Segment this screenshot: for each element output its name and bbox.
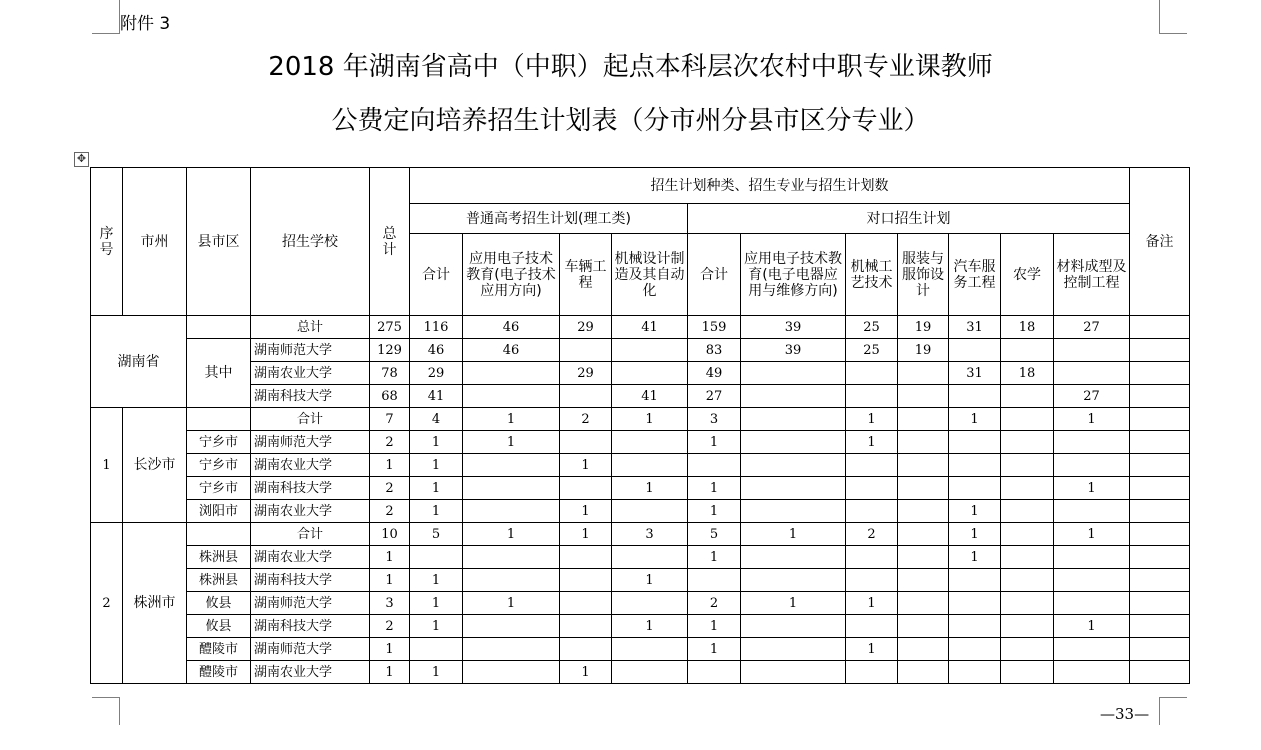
value-cell: 19 xyxy=(898,316,949,339)
value-cell: 1 xyxy=(410,592,463,615)
value-cell: 2 xyxy=(370,477,410,500)
value-cell xyxy=(1054,431,1130,454)
header-vocational-major: 材料成型及控制工程 xyxy=(1054,234,1130,316)
annex-label: 附件 3 xyxy=(120,14,171,34)
value-cell: 129 xyxy=(370,339,410,362)
header-general-major: 机械设计制造及其自动化 xyxy=(612,234,688,316)
school-name: 湖南农业大学 xyxy=(251,362,370,385)
value-cell xyxy=(463,615,560,638)
county-name: 宁乡市 xyxy=(187,454,251,477)
value-cell: 1 xyxy=(688,638,741,661)
value-cell xyxy=(560,638,612,661)
value-cell xyxy=(463,454,560,477)
value-cell xyxy=(898,477,949,500)
county-name: 株洲县 xyxy=(187,569,251,592)
remarks-cell xyxy=(1130,523,1190,546)
value-cell xyxy=(949,592,1001,615)
value-cell xyxy=(688,569,741,592)
value-cell xyxy=(846,385,898,408)
value-cell: 18 xyxy=(1001,316,1054,339)
value-cell xyxy=(898,523,949,546)
header-vocational-major: 机械工艺技术 xyxy=(846,234,898,316)
value-cell: 1 xyxy=(560,661,612,684)
value-cell xyxy=(898,408,949,431)
value-cell xyxy=(1001,500,1054,523)
county-name: 醴陵市 xyxy=(187,661,251,684)
value-cell: 29 xyxy=(410,362,463,385)
value-cell xyxy=(1001,339,1054,362)
table-row xyxy=(91,362,1190,385)
value-cell xyxy=(560,477,612,500)
remarks-cell xyxy=(1130,569,1190,592)
value-cell xyxy=(741,615,846,638)
subtotal-label: 合计 xyxy=(251,523,370,546)
header-seq: 序号 xyxy=(91,168,123,316)
crop-mark xyxy=(92,697,120,698)
value-cell: 2 xyxy=(846,523,898,546)
value-cell: 1 xyxy=(612,477,688,500)
county-name: 宁乡市 xyxy=(187,477,251,500)
value-cell xyxy=(688,454,741,477)
value-cell: 3 xyxy=(612,523,688,546)
school-name: 湖南师范大学 xyxy=(251,592,370,615)
school-name: 湖南师范大学 xyxy=(251,431,370,454)
value-cell: 49 xyxy=(688,362,741,385)
value-cell xyxy=(1001,454,1054,477)
value-cell: 1 xyxy=(463,523,560,546)
value-cell xyxy=(1054,638,1130,661)
table-row xyxy=(91,615,1190,638)
value-cell xyxy=(1001,431,1054,454)
value-cell: 1 xyxy=(560,523,612,546)
value-cell: 29 xyxy=(560,362,612,385)
value-cell xyxy=(463,500,560,523)
value-cell: 1 xyxy=(463,431,560,454)
value-cell xyxy=(898,638,949,661)
value-cell xyxy=(560,339,612,362)
value-cell xyxy=(898,431,949,454)
value-cell: 1 xyxy=(846,592,898,615)
seq-cell: 1 xyxy=(91,408,123,523)
value-cell: 1 xyxy=(370,546,410,569)
value-cell xyxy=(949,385,1001,408)
remarks-cell xyxy=(1130,638,1190,661)
value-cell xyxy=(463,569,560,592)
remarks-cell xyxy=(1130,592,1190,615)
table-row xyxy=(91,454,1190,477)
value-cell: 1 xyxy=(688,477,741,500)
value-cell: 3 xyxy=(688,408,741,431)
value-cell xyxy=(741,638,846,661)
value-cell xyxy=(1001,615,1054,638)
school-name: 湖南科技大学 xyxy=(251,569,370,592)
of-which-label: 其中 xyxy=(187,339,251,408)
remarks-cell xyxy=(1130,362,1190,385)
remarks-cell xyxy=(1130,477,1190,500)
value-cell xyxy=(949,569,1001,592)
value-cell: 1 xyxy=(370,638,410,661)
value-cell: 68 xyxy=(370,385,410,408)
value-cell: 29 xyxy=(560,316,612,339)
county-name: 攸县 xyxy=(187,615,251,638)
value-cell: 1 xyxy=(410,569,463,592)
value-cell xyxy=(560,592,612,615)
value-cell xyxy=(612,454,688,477)
value-cell: 46 xyxy=(463,339,560,362)
value-cell xyxy=(898,546,949,569)
value-cell xyxy=(463,638,560,661)
value-cell: 1 xyxy=(741,592,846,615)
header-city: 市州 xyxy=(123,168,187,316)
crop-mark xyxy=(1159,697,1160,725)
header-general-major: 应用电子技术教育(电子技术应用方向) xyxy=(463,234,560,316)
value-cell: 1 xyxy=(949,408,1001,431)
value-cell xyxy=(741,408,846,431)
remarks-cell xyxy=(1130,431,1190,454)
value-cell xyxy=(560,546,612,569)
county-name: 醴陵市 xyxy=(187,638,251,661)
value-cell xyxy=(949,454,1001,477)
document-title-line1: 2018 年湖南省高中（中职）起点本科层次农村中职专业课教师 xyxy=(268,52,993,82)
value-cell xyxy=(1001,661,1054,684)
value-cell xyxy=(612,592,688,615)
table-row xyxy=(91,661,1190,684)
value-cell: 25 xyxy=(846,339,898,362)
remarks-cell xyxy=(1130,454,1190,477)
value-cell: 1 xyxy=(949,523,1001,546)
school-name: 湖南师范大学 xyxy=(251,638,370,661)
value-cell: 3 xyxy=(370,592,410,615)
value-cell: 2 xyxy=(370,615,410,638)
value-cell xyxy=(463,546,560,569)
county-cell xyxy=(187,523,251,546)
value-cell: 19 xyxy=(898,339,949,362)
province-name: 湖南省 xyxy=(91,316,187,408)
value-cell: 1 xyxy=(560,500,612,523)
value-cell: 159 xyxy=(688,316,741,339)
value-cell xyxy=(898,362,949,385)
value-cell xyxy=(560,569,612,592)
value-cell xyxy=(949,339,1001,362)
value-cell xyxy=(1001,477,1054,500)
value-cell xyxy=(612,500,688,523)
school-name: 湖南农业大学 xyxy=(251,500,370,523)
city-name: 长沙市 xyxy=(123,408,187,523)
value-cell xyxy=(741,569,846,592)
value-cell xyxy=(1054,362,1130,385)
school-name: 湖南农业大学 xyxy=(251,661,370,684)
value-cell: 1 xyxy=(463,408,560,431)
value-cell xyxy=(949,638,1001,661)
value-cell xyxy=(898,454,949,477)
value-cell: 1 xyxy=(688,500,741,523)
table-row xyxy=(91,477,1190,500)
school-name: 湖南科技大学 xyxy=(251,385,370,408)
value-cell: 27 xyxy=(1054,385,1130,408)
value-cell xyxy=(410,638,463,661)
value-cell xyxy=(898,385,949,408)
header-general-major: 合计 xyxy=(410,234,463,316)
value-cell xyxy=(1001,592,1054,615)
value-cell: 1 xyxy=(846,638,898,661)
value-cell xyxy=(463,362,560,385)
value-cell xyxy=(846,454,898,477)
value-cell xyxy=(612,362,688,385)
value-cell: 1 xyxy=(846,431,898,454)
value-cell xyxy=(949,431,1001,454)
subtotal-label: 合计 xyxy=(251,408,370,431)
value-cell: 1 xyxy=(949,500,1001,523)
table-row xyxy=(91,546,1190,569)
crop-mark xyxy=(92,33,120,34)
value-cell xyxy=(612,546,688,569)
value-cell xyxy=(741,362,846,385)
value-cell xyxy=(741,500,846,523)
value-cell xyxy=(846,546,898,569)
remarks-cell xyxy=(1130,316,1190,339)
remarks-cell xyxy=(1130,546,1190,569)
value-cell: 1 xyxy=(560,454,612,477)
value-cell: 1 xyxy=(410,477,463,500)
county-name: 株洲县 xyxy=(187,546,251,569)
header-plan-category: 招生计划种类、招生专业与招生计划数 xyxy=(410,168,1130,204)
value-cell xyxy=(560,615,612,638)
value-cell xyxy=(741,661,846,684)
value-cell xyxy=(741,454,846,477)
value-cell xyxy=(612,638,688,661)
value-cell: 1 xyxy=(1054,523,1130,546)
header-vocational-major: 服装与服饰设计 xyxy=(898,234,949,316)
table-row xyxy=(91,638,1190,661)
value-cell xyxy=(846,615,898,638)
value-cell: 2 xyxy=(370,431,410,454)
value-cell xyxy=(741,477,846,500)
value-cell xyxy=(1001,408,1054,431)
value-cell: 1 xyxy=(612,615,688,638)
enrollment-plan-table xyxy=(90,167,1190,684)
value-cell xyxy=(1001,523,1054,546)
header-vocational-major: 汽车服务工程 xyxy=(949,234,1001,316)
header-vocational-major: 应用电子技术教育(电子电器应用与维修方向) xyxy=(741,234,846,316)
value-cell xyxy=(612,661,688,684)
value-cell: 39 xyxy=(741,316,846,339)
value-cell: 10 xyxy=(370,523,410,546)
value-cell: 1 xyxy=(612,569,688,592)
value-cell xyxy=(949,661,1001,684)
county-cell xyxy=(187,408,251,431)
school-name: 湖南科技大学 xyxy=(251,615,370,638)
value-cell: 1 xyxy=(370,569,410,592)
crop-mark xyxy=(119,697,120,725)
value-cell xyxy=(1001,638,1054,661)
table-row xyxy=(91,592,1190,615)
table-row xyxy=(91,500,1190,523)
remarks-cell xyxy=(1130,500,1190,523)
value-cell: 116 xyxy=(410,316,463,339)
value-cell: 1 xyxy=(688,546,741,569)
school-name: 湖南师范大学 xyxy=(251,339,370,362)
table-row xyxy=(91,431,1190,454)
value-cell: 275 xyxy=(370,316,410,339)
county-name: 宁乡市 xyxy=(187,431,251,454)
value-cell: 1 xyxy=(410,431,463,454)
value-cell: 1 xyxy=(410,454,463,477)
value-cell xyxy=(463,385,560,408)
remarks-cell xyxy=(1130,615,1190,638)
table-row xyxy=(91,316,1190,339)
header-general-major: 车辆工程 xyxy=(560,234,612,316)
value-cell xyxy=(1054,339,1130,362)
value-cell xyxy=(898,500,949,523)
value-cell: 2 xyxy=(560,408,612,431)
value-cell xyxy=(612,339,688,362)
value-cell xyxy=(898,592,949,615)
value-cell: 1 xyxy=(370,454,410,477)
table-row xyxy=(91,408,1190,431)
value-cell: 1 xyxy=(688,431,741,454)
value-cell xyxy=(898,615,949,638)
value-cell: 5 xyxy=(410,523,463,546)
value-cell xyxy=(898,661,949,684)
value-cell xyxy=(1054,661,1130,684)
value-cell: 1 xyxy=(612,408,688,431)
county-cell xyxy=(187,316,251,339)
value-cell: 1 xyxy=(1054,408,1130,431)
value-cell xyxy=(1001,385,1054,408)
header-school: 招生学校 xyxy=(251,168,370,316)
value-cell: 4 xyxy=(410,408,463,431)
table-move-handle-icon[interactable]: ✥ xyxy=(74,152,89,167)
value-cell xyxy=(1001,546,1054,569)
value-cell: 1 xyxy=(410,500,463,523)
crop-mark xyxy=(1159,33,1187,34)
header-remarks: 备注 xyxy=(1130,168,1190,316)
value-cell xyxy=(560,385,612,408)
value-cell xyxy=(846,569,898,592)
value-cell xyxy=(463,661,560,684)
remarks-cell xyxy=(1130,339,1190,362)
value-cell: 1 xyxy=(846,408,898,431)
value-cell xyxy=(688,661,741,684)
total-label: 总计 xyxy=(251,316,370,339)
school-name: 湖南农业大学 xyxy=(251,546,370,569)
value-cell: 1 xyxy=(463,592,560,615)
value-cell: 1 xyxy=(410,615,463,638)
value-cell: 1 xyxy=(741,523,846,546)
value-cell: 1 xyxy=(410,661,463,684)
value-cell: 7 xyxy=(370,408,410,431)
value-cell: 1 xyxy=(1054,477,1130,500)
value-cell: 18 xyxy=(1001,362,1054,385)
value-cell: 31 xyxy=(949,316,1001,339)
school-name: 湖南科技大学 xyxy=(251,477,370,500)
value-cell xyxy=(1054,500,1130,523)
value-cell xyxy=(949,615,1001,638)
value-cell: 25 xyxy=(846,316,898,339)
value-cell xyxy=(741,385,846,408)
value-cell: 46 xyxy=(463,316,560,339)
value-cell xyxy=(1054,592,1130,615)
value-cell xyxy=(1054,546,1130,569)
value-cell xyxy=(949,477,1001,500)
value-cell: 39 xyxy=(741,339,846,362)
value-cell xyxy=(560,431,612,454)
table-row xyxy=(91,523,1190,546)
value-cell: 83 xyxy=(688,339,741,362)
value-cell: 27 xyxy=(688,385,741,408)
crop-mark xyxy=(1159,0,1160,34)
value-cell xyxy=(463,477,560,500)
value-cell: 27 xyxy=(1054,316,1130,339)
seq-cell: 2 xyxy=(91,523,123,684)
county-name: 浏阳市 xyxy=(187,500,251,523)
value-cell: 2 xyxy=(370,500,410,523)
remarks-cell xyxy=(1130,661,1190,684)
remarks-cell xyxy=(1130,385,1190,408)
value-cell xyxy=(846,362,898,385)
value-cell: 2 xyxy=(688,592,741,615)
value-cell: 41 xyxy=(410,385,463,408)
value-cell xyxy=(846,500,898,523)
value-cell: 31 xyxy=(949,362,1001,385)
remarks-cell xyxy=(1130,408,1190,431)
table-row xyxy=(91,339,1190,362)
table-row xyxy=(91,385,1190,408)
value-cell xyxy=(1001,569,1054,592)
county-name: 攸县 xyxy=(187,592,251,615)
value-cell xyxy=(612,431,688,454)
value-cell xyxy=(410,546,463,569)
header-general-plan: 普通高考招生计划(理工类) xyxy=(410,204,688,234)
header-county: 县市区 xyxy=(187,168,251,316)
value-cell xyxy=(741,546,846,569)
value-cell xyxy=(846,661,898,684)
header-vocational-major: 农学 xyxy=(1001,234,1054,316)
value-cell: 1 xyxy=(370,661,410,684)
header-total: 总计 xyxy=(370,168,410,316)
page-number: —33— xyxy=(1100,705,1150,723)
value-cell: 1 xyxy=(949,546,1001,569)
header-vocational-major: 合计 xyxy=(688,234,741,316)
value-cell: 41 xyxy=(612,316,688,339)
crop-mark xyxy=(1159,697,1187,698)
school-name: 湖南农业大学 xyxy=(251,454,370,477)
value-cell: 41 xyxy=(612,385,688,408)
value-cell xyxy=(1054,454,1130,477)
header-vocational-plan: 对口招生计划 xyxy=(688,204,1130,234)
document-title-line2: 公费定向培养招生计划表（分市州分县市区分专业） xyxy=(331,106,930,136)
value-cell: 1 xyxy=(1054,615,1130,638)
table-row xyxy=(91,569,1190,592)
value-cell xyxy=(898,569,949,592)
value-cell: 1 xyxy=(688,615,741,638)
value-cell xyxy=(741,431,846,454)
value-cell: 46 xyxy=(410,339,463,362)
value-cell: 5 xyxy=(688,523,741,546)
value-cell xyxy=(846,477,898,500)
value-cell xyxy=(1054,569,1130,592)
value-cell: 78 xyxy=(370,362,410,385)
city-name: 株洲市 xyxy=(123,523,187,684)
